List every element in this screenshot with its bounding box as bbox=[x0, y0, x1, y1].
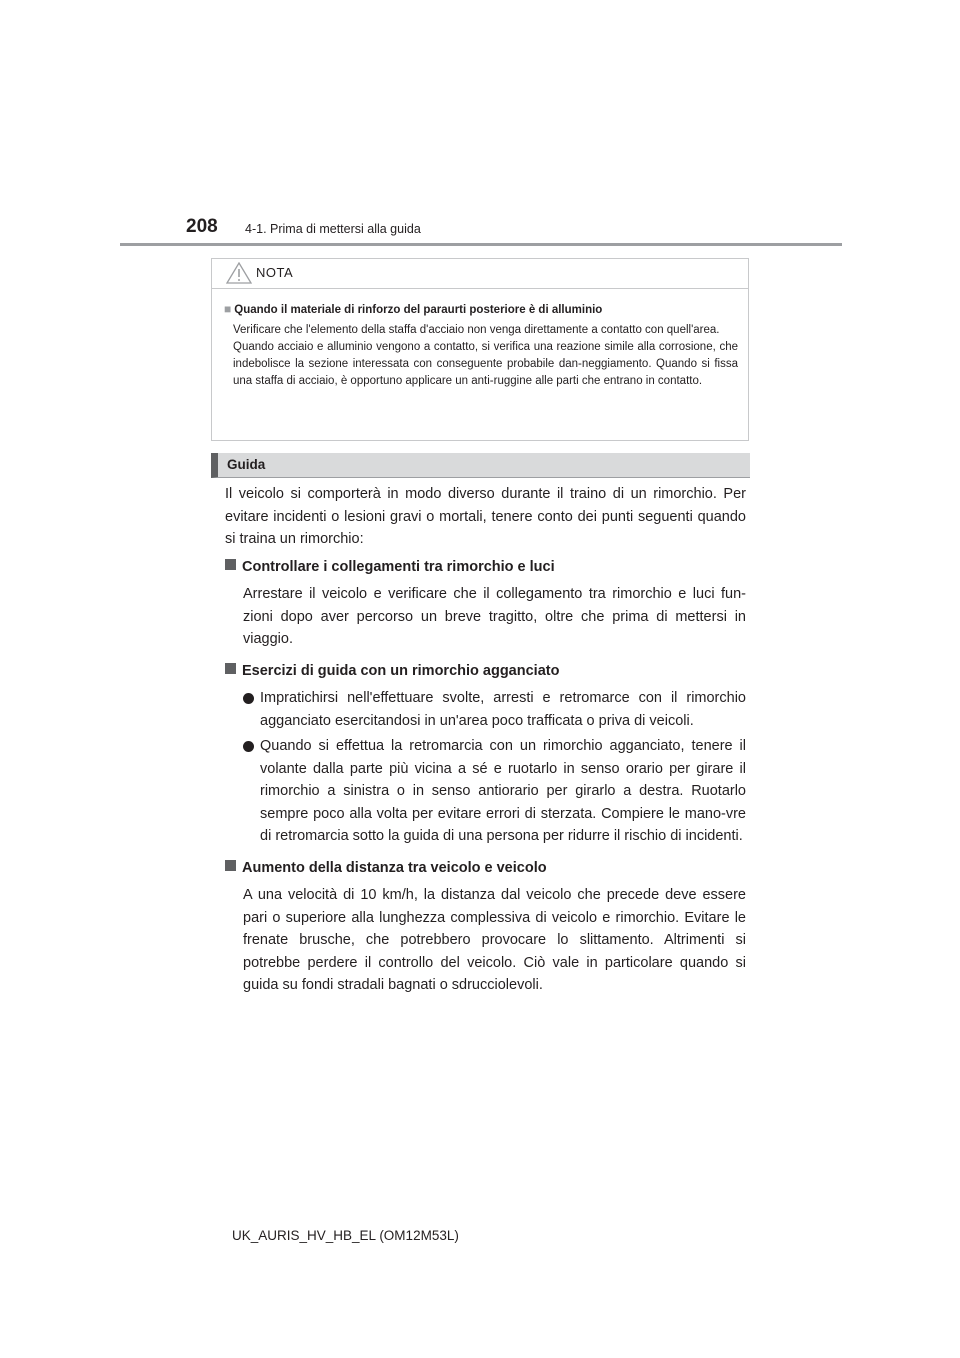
bullet-item bbox=[243, 687, 746, 732]
square-bullet-icon bbox=[225, 663, 236, 674]
nota-header bbox=[212, 259, 748, 289]
square-bullet-icon: ■ bbox=[224, 302, 232, 316]
nota-subheading bbox=[224, 301, 738, 318]
nota-subheading-text: Quando il materiale di rinforzo del paraurti posteriore è di alluminio bbox=[234, 304, 603, 316]
nota-text-2: Quando acciaio e alluminio vengono a contatto, si verifica una reazione simile alla corrosione, che indebolisce la sezione interessata con conseguente probabile dan-neggiamento. Quando si fissa una staffa di acciaio, è opportuno applicare un anti-ruggine alle parti che entrano in contatto. bbox=[233, 341, 738, 387]
nota-body bbox=[212, 289, 748, 390]
guida-heading: Guida bbox=[227, 457, 266, 472]
subheading-collegamenti bbox=[225, 556, 746, 579]
subheading-esercizi bbox=[225, 660, 746, 683]
square-bullet-icon bbox=[225, 860, 236, 871]
nota-text-1: Verificare che l'elemento della staffa d'acciaio non venga direttamente a contatto con quell'area. bbox=[233, 324, 720, 336]
square-bullet-icon bbox=[225, 559, 236, 570]
dot-bullet-icon bbox=[243, 741, 254, 752]
footer-code: UK_AURIS_HV_HB_EL (OM12M53L) bbox=[232, 1228, 459, 1243]
bullet-item bbox=[243, 735, 746, 848]
intro-paragraph: Il veicolo si comporterà in modo diverso durante il traino di un rimorchio. Per evitare incidenti o lesioni gravi o mortali, tenere conto dei punti seguenti quando si traina un rimorchio: bbox=[225, 486, 746, 547]
warning-triangle-icon bbox=[226, 262, 252, 284]
subheading-distanza bbox=[225, 857, 746, 880]
header-rule bbox=[120, 243, 842, 246]
section-text: A una velocità di 10 km/h, la distanza dal veicolo che precede deve essere pari o superiore alla lunghezza complessiva di veicolo e rimorchio. Evitare le frenate brusche, che potrebbero provocare lo slittamento. Altrimenti si potrebbe perdere il controllo del veicolo. Ciò vale in particolare quando si guida su fondi stradali bagnati o sdrucciolevoli. bbox=[243, 887, 746, 993]
bullet-text: Impratichirsi nell'effettuare svolte, arresti e retromarce con il rimorchio agganciato esercitandosi in un'area poco trafficata o priva di veicoli. bbox=[260, 690, 746, 729]
subheading-text: Aumento della distanza tra veicolo e veicolo bbox=[242, 859, 547, 876]
subheading-text: Esercizi di guida con un rimorchio agganciato bbox=[242, 662, 560, 679]
section-title: 4-1. Prima di mettersi alla guida bbox=[245, 222, 421, 236]
bullet-text: Quando si effettua la retromarcia con un rimorchio agganciato, tenere il volante dalla parte più vicina a sé e ruotarlo in senso orario per girare il rimorchio a sinistra o in senso antiorario per girarlo a destra. Ruotarlo sempre poco alla volta per evitare errori di sterzata. Compiere le mano-vre di retromarcia sotto la guida di una persona per ridurre il rischio di incidenti. bbox=[260, 738, 746, 844]
main-content bbox=[225, 483, 746, 1006]
page-number: 208 bbox=[186, 216, 218, 237]
subheading-text: Controllare i collegamenti tra rimorchio e luci bbox=[242, 558, 555, 575]
section-text: Arrestare il veicolo e verificare che il collegamento tra rimorchio e luci fun-zioni dopo aver percorso un breve tragitto, oltre che prima di mettersi in viaggio. bbox=[243, 586, 746, 647]
nota-box bbox=[211, 258, 749, 441]
dot-bullet-icon bbox=[243, 693, 254, 704]
nota-label: NOTA bbox=[256, 265, 294, 280]
guida-heading-bar bbox=[211, 453, 750, 478]
